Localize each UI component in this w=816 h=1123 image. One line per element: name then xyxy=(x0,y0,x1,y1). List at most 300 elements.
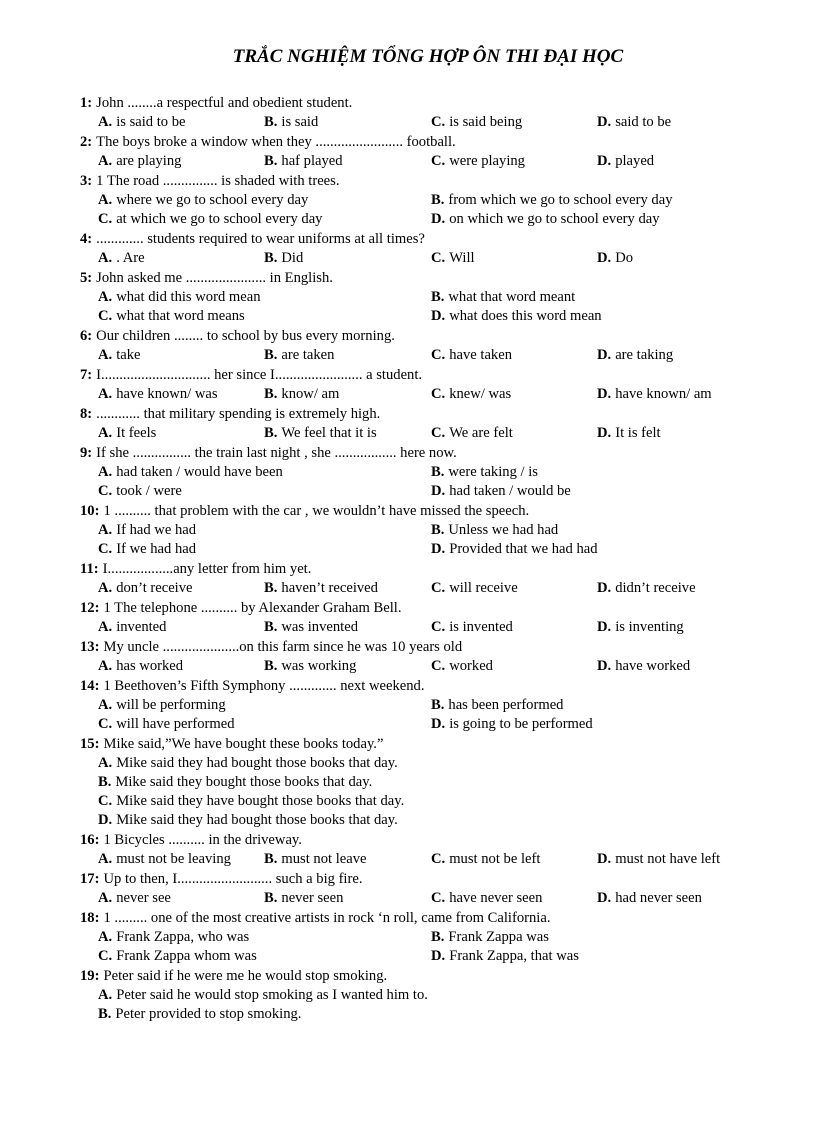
answer-option-c[interactable] xyxy=(98,792,404,811)
option-text: are taking xyxy=(615,347,674,363)
answer-option-b[interactable] xyxy=(264,579,378,598)
option-text: Will xyxy=(449,250,475,266)
option-letter: D. xyxy=(597,347,612,363)
question-text xyxy=(80,230,780,249)
option-row xyxy=(80,113,780,132)
option-letter: B. xyxy=(264,658,278,674)
question-text xyxy=(80,133,780,152)
option-row xyxy=(80,210,780,229)
option-text: from which we go to school every day xyxy=(448,192,673,208)
question-number: 2: xyxy=(80,134,93,150)
option-row xyxy=(80,521,780,540)
answer-option-b[interactable] xyxy=(431,191,673,210)
option-text: Frank Zappa was xyxy=(448,929,549,945)
answer-option-c[interactable] xyxy=(431,152,525,171)
question-text xyxy=(80,94,780,113)
question-stem: Mike said,”We have bought these books today.” xyxy=(103,736,384,752)
answer-option-a[interactable] xyxy=(98,346,141,365)
option-letter: D. xyxy=(597,114,612,130)
question-number: 8: xyxy=(80,406,93,422)
option-letter: C. xyxy=(431,425,446,441)
question-block xyxy=(80,638,780,676)
option-row xyxy=(80,288,780,307)
option-text: has been performed xyxy=(448,697,564,713)
option-letter: A. xyxy=(98,153,113,169)
option-row xyxy=(80,696,780,715)
question-number: 12: xyxy=(80,600,100,616)
option-letter: A. xyxy=(98,250,113,266)
question-block xyxy=(80,230,780,268)
option-letter: D. xyxy=(98,812,113,828)
option-letter: D. xyxy=(431,483,446,499)
option-letter: B. xyxy=(431,522,445,538)
question-text xyxy=(80,327,780,346)
answer-option-d[interactable] xyxy=(597,346,673,365)
option-letter: C. xyxy=(431,619,446,635)
option-text: are taken xyxy=(281,347,335,363)
question-text xyxy=(80,870,780,889)
answer-option-a[interactable] xyxy=(98,754,398,773)
option-letter: A. xyxy=(98,658,113,674)
question-block xyxy=(80,133,780,171)
question-text xyxy=(80,269,780,288)
option-text: has worked xyxy=(116,658,184,674)
option-text: haf played xyxy=(281,153,343,169)
answer-option-b[interactable] xyxy=(264,346,334,365)
answer-option-c[interactable] xyxy=(431,346,512,365)
option-row xyxy=(80,540,780,559)
option-letter: C. xyxy=(98,716,113,732)
question-block xyxy=(80,172,780,229)
question-stem: 1 The road ............... is shaded with trees. xyxy=(96,173,340,189)
question-block xyxy=(80,909,780,966)
answer-option-a[interactable] xyxy=(98,191,308,210)
question-number: 4: xyxy=(80,231,93,247)
option-row xyxy=(80,850,780,869)
option-text: said to be xyxy=(615,114,672,130)
question-stem: Our children ........ to school by bus every morning. xyxy=(96,328,395,344)
option-text: will have performed xyxy=(116,716,235,732)
option-text: played xyxy=(615,153,655,169)
option-row xyxy=(80,424,780,443)
option-text: We are felt xyxy=(449,425,513,441)
option-letter: D. xyxy=(597,619,612,635)
option-letter: A. xyxy=(98,755,113,771)
question-text xyxy=(80,735,780,754)
option-letter: D. xyxy=(597,386,612,402)
answer-option-a[interactable] xyxy=(98,249,145,268)
question-number: 1: xyxy=(80,95,93,111)
option-letter: B. xyxy=(264,386,278,402)
question-number: 11: xyxy=(80,561,99,577)
option-letter: B. xyxy=(431,464,445,480)
question-text xyxy=(80,909,780,928)
answer-option-b[interactable] xyxy=(264,618,358,637)
option-letter: B. xyxy=(98,1006,112,1022)
option-text: what does this word mean xyxy=(449,308,602,324)
option-text: have worked xyxy=(615,658,691,674)
option-text: Frank Zappa, who was xyxy=(116,929,250,945)
question-block xyxy=(80,502,780,559)
question-stem: If she ................ the train last night , she ................. here now. xyxy=(96,445,457,461)
option-text: must not be leaving xyxy=(116,851,231,867)
answer-option-a[interactable] xyxy=(98,579,193,598)
option-letter: C. xyxy=(431,347,446,363)
option-text: invented xyxy=(116,619,167,635)
question-number: 16: xyxy=(80,832,100,848)
option-letter: C. xyxy=(431,890,446,906)
option-letter: C. xyxy=(431,153,446,169)
option-text: is going to be performed xyxy=(449,716,593,732)
option-text: didn’t receive xyxy=(615,580,696,596)
option-text: worked xyxy=(449,658,493,674)
answer-option-a[interactable] xyxy=(98,521,196,540)
option-text: know/ am xyxy=(281,386,340,402)
option-letter: B. xyxy=(264,425,278,441)
answer-option-d[interactable] xyxy=(597,579,696,598)
answer-option-c[interactable] xyxy=(431,113,522,132)
option-letter: C. xyxy=(431,851,446,867)
question-block xyxy=(80,560,780,598)
answer-option-d[interactable] xyxy=(597,850,720,869)
answer-option-b[interactable] xyxy=(264,385,339,404)
question-stem: The boys broke a window when they ........................ football. xyxy=(96,134,456,150)
answer-option-c[interactable] xyxy=(98,210,322,229)
question-number: 3: xyxy=(80,173,93,189)
answer-option-d[interactable] xyxy=(597,249,633,268)
answer-option-d[interactable] xyxy=(597,152,654,171)
answer-option-b[interactable] xyxy=(264,249,303,268)
answer-option-d[interactable] xyxy=(98,811,398,830)
question-stem: Peter said if he were me he would stop smoking. xyxy=(103,968,388,984)
option-letter: B. xyxy=(264,890,278,906)
answer-option-d[interactable] xyxy=(431,210,660,229)
option-letter: A. xyxy=(98,697,113,713)
option-text: It feels xyxy=(116,425,157,441)
option-text: Frank Zappa, that was xyxy=(449,948,579,964)
option-letter: D. xyxy=(597,580,612,596)
option-letter: A. xyxy=(98,987,113,1003)
option-text: If had we had xyxy=(116,522,197,538)
option-text: Did xyxy=(281,250,304,266)
question-block xyxy=(80,870,780,908)
option-text: Mike said they bought those books that day. xyxy=(115,774,373,790)
option-text: We feel that it is xyxy=(281,425,377,441)
option-text: had taken / would be xyxy=(449,483,571,499)
answer-option-b[interactable] xyxy=(264,424,377,443)
option-letter: A. xyxy=(98,890,113,906)
question-stem: 1 .......... that problem with the car , we wouldn’t have missed the speech. xyxy=(103,503,530,519)
answer-option-b[interactable] xyxy=(264,657,356,676)
answer-option-d[interactable] xyxy=(597,889,702,908)
option-letter: A. xyxy=(98,347,113,363)
answer-option-c[interactable] xyxy=(431,657,493,676)
question-stem: My uncle .....................on this farm since he was 10 years old xyxy=(103,639,463,655)
option-letter: D. xyxy=(431,948,446,964)
answer-option-b[interactable] xyxy=(264,152,343,171)
option-text: are playing xyxy=(116,153,182,169)
option-text: is said being xyxy=(449,114,523,130)
answer-option-a[interactable] xyxy=(98,889,171,908)
option-letter: B. xyxy=(264,114,278,130)
option-text: have taken xyxy=(449,347,513,363)
question-stem: ............. students required to wear uniforms at all times? xyxy=(96,231,425,247)
question-number: 10: xyxy=(80,503,100,519)
option-text: will receive xyxy=(449,580,518,596)
answer-option-a[interactable] xyxy=(98,986,428,1005)
option-row xyxy=(80,792,780,811)
option-text: Frank Zappa whom was xyxy=(116,948,257,964)
answer-option-d[interactable] xyxy=(431,715,593,734)
option-letter: B. xyxy=(264,347,278,363)
option-text: were playing xyxy=(449,153,525,169)
option-text: what did this word mean xyxy=(116,289,261,305)
option-letter: A. xyxy=(98,425,113,441)
option-letter: A. xyxy=(98,522,113,538)
answer-option-d[interactable] xyxy=(597,113,671,132)
option-row xyxy=(80,986,780,1005)
option-text: have known/ am xyxy=(615,386,712,402)
option-text: Mike said they had bought those books that day. xyxy=(116,812,398,828)
answer-option-a[interactable] xyxy=(98,152,181,171)
question-text xyxy=(80,831,780,850)
answer-option-a[interactable] xyxy=(98,288,261,307)
question-text xyxy=(80,560,780,579)
option-text: Do xyxy=(615,250,634,266)
answer-option-a[interactable] xyxy=(98,850,231,869)
option-text: Unless we had had xyxy=(448,522,559,538)
answer-option-c[interactable] xyxy=(98,307,245,326)
question-block xyxy=(80,677,780,734)
option-letter: C. xyxy=(98,211,113,227)
answer-option-a[interactable] xyxy=(98,385,218,404)
answer-option-c[interactable] xyxy=(431,889,542,908)
option-text: Peter said he would stop smoking as I wanted him to. xyxy=(116,987,428,1003)
answer-option-c[interactable] xyxy=(431,618,513,637)
question-stem: I.............................. her since I........................ a student. xyxy=(96,367,423,383)
question-block xyxy=(80,831,780,869)
answer-option-b[interactable] xyxy=(431,463,538,482)
option-row xyxy=(80,773,780,792)
question-number: 5: xyxy=(80,270,93,286)
option-text: It is felt xyxy=(615,425,661,441)
option-text: must not have left xyxy=(615,851,721,867)
answer-option-d[interactable] xyxy=(431,482,571,501)
question-text xyxy=(80,638,780,657)
question-number: 17: xyxy=(80,871,100,887)
answer-option-c[interactable] xyxy=(98,540,196,559)
question-block xyxy=(80,405,780,443)
answer-option-a[interactable] xyxy=(98,928,249,947)
question-number: 7: xyxy=(80,367,93,383)
answer-option-b[interactable] xyxy=(431,928,549,947)
question-text xyxy=(80,366,780,385)
question-text xyxy=(80,967,780,986)
question-list xyxy=(80,94,780,1025)
option-text: haven’t received xyxy=(281,580,378,596)
option-row xyxy=(80,346,780,365)
option-letter: C. xyxy=(431,114,446,130)
answer-option-d[interactable] xyxy=(431,307,602,326)
option-text: what that word meant xyxy=(448,289,576,305)
option-letter: D. xyxy=(431,211,446,227)
option-row xyxy=(80,754,780,773)
option-letter: C. xyxy=(98,541,113,557)
question-stem: 1 The telephone .......... by Alexander Graham Bell. xyxy=(103,600,402,616)
option-text: have never seen xyxy=(449,890,543,906)
question-text xyxy=(80,405,780,424)
answer-option-c[interactable] xyxy=(431,579,518,598)
option-row xyxy=(80,307,780,326)
answer-option-a[interactable] xyxy=(98,696,226,715)
answer-option-b[interactable] xyxy=(98,1005,301,1024)
question-block xyxy=(80,366,780,404)
option-text: what that word means xyxy=(116,308,245,324)
option-letter: A. xyxy=(98,619,113,635)
option-letter: D. xyxy=(431,541,446,557)
option-letter: B. xyxy=(431,289,445,305)
answer-option-c[interactable] xyxy=(98,947,257,966)
option-text: had never seen xyxy=(615,890,702,906)
question-block xyxy=(80,967,780,1024)
question-number: 18: xyxy=(80,910,100,926)
answer-option-d[interactable] xyxy=(431,540,598,559)
option-text: will be performing xyxy=(116,697,226,713)
option-text: have known/ was xyxy=(116,386,218,402)
answer-option-c[interactable] xyxy=(431,249,475,268)
option-letter: A. xyxy=(98,289,113,305)
answer-option-c[interactable] xyxy=(431,850,540,869)
answer-option-d[interactable] xyxy=(431,947,579,966)
option-letter: A. xyxy=(98,851,113,867)
option-text: were taking / is xyxy=(448,464,538,480)
option-text: is said to be xyxy=(116,114,186,130)
option-text: knew/ was xyxy=(449,386,512,402)
answer-option-a[interactable] xyxy=(98,113,186,132)
option-row xyxy=(80,249,780,268)
option-text: must not be left xyxy=(449,851,541,867)
option-letter: C. xyxy=(98,308,113,324)
option-text: took / were xyxy=(116,483,182,499)
option-letter: A. xyxy=(98,386,113,402)
option-letter: D. xyxy=(597,658,612,674)
question-block xyxy=(80,444,780,501)
option-letter: C. xyxy=(431,250,446,266)
answer-option-b[interactable] xyxy=(431,696,563,715)
option-text: at which we go to school every day xyxy=(116,211,323,227)
option-text: take xyxy=(116,347,141,363)
option-text: never see xyxy=(116,890,171,906)
answer-option-a[interactable] xyxy=(98,463,283,482)
option-letter: D. xyxy=(431,308,446,324)
option-row xyxy=(80,618,780,637)
answer-option-a[interactable] xyxy=(98,424,156,443)
option-row xyxy=(80,657,780,676)
question-block xyxy=(80,94,780,132)
question-text xyxy=(80,172,780,191)
question-stem: John asked me ...................... in English. xyxy=(96,270,333,286)
answer-option-c[interactable] xyxy=(431,385,511,404)
answer-option-b[interactable] xyxy=(431,288,575,307)
option-text: is invented xyxy=(449,619,513,635)
option-text: Mike said they had bought those books that day. xyxy=(116,755,398,771)
answer-option-a[interactable] xyxy=(98,657,183,676)
answer-option-b[interactable] xyxy=(98,773,372,792)
answer-option-d[interactable] xyxy=(597,424,661,443)
option-row xyxy=(80,385,780,404)
answer-option-a[interactable] xyxy=(98,618,166,637)
question-number: 14: xyxy=(80,678,100,694)
option-row xyxy=(80,889,780,908)
option-row xyxy=(80,947,780,966)
answer-option-c[interactable] xyxy=(98,715,235,734)
option-text: . Are xyxy=(116,250,145,266)
question-stem: ............ that military spending is extremely high. xyxy=(96,406,381,422)
option-letter: B. xyxy=(431,929,445,945)
question-stem: 1 Bicycles .......... in the driveway. xyxy=(103,832,302,848)
page-title: TRẮC NGHIỆM TỔNG HỢP ÔN THI ĐẠI HỌC xyxy=(232,46,624,67)
option-row xyxy=(80,1005,780,1024)
option-text: was working xyxy=(281,658,357,674)
option-letter: B. xyxy=(431,697,445,713)
question-block xyxy=(80,327,780,365)
question-stem: John ........a respectful and obedient student. xyxy=(96,95,353,111)
option-text: If we had had xyxy=(116,541,197,557)
option-letter: B. xyxy=(264,851,278,867)
question-number: 9: xyxy=(80,445,93,461)
option-letter: B. xyxy=(264,250,278,266)
answer-option-b[interactable] xyxy=(431,521,558,540)
answer-option-b[interactable] xyxy=(264,850,367,869)
option-text: where we go to school every day xyxy=(116,192,309,208)
option-text: had taken / would have been xyxy=(116,464,283,480)
option-letter: D. xyxy=(597,425,612,441)
question-stem: 1 Beethoven’s Fifth Symphony ............. next weekend. xyxy=(103,678,425,694)
option-text: is inventing xyxy=(615,619,684,635)
option-row xyxy=(80,191,780,210)
option-row xyxy=(80,463,780,482)
option-row xyxy=(80,715,780,734)
answer-option-b[interactable] xyxy=(264,889,343,908)
question-number: 13: xyxy=(80,639,100,655)
question-text xyxy=(80,444,780,463)
question-stem: 1 ......... one of the most creative artists in rock ‘n roll, came from California. xyxy=(103,910,551,926)
option-letter: A. xyxy=(98,192,113,208)
option-text: Peter provided to stop smoking. xyxy=(115,1006,302,1022)
option-row xyxy=(80,579,780,598)
option-letter: C. xyxy=(98,793,113,809)
option-letter: B. xyxy=(98,774,112,790)
answer-option-c[interactable] xyxy=(431,424,513,443)
option-letter: B. xyxy=(264,153,278,169)
question-text xyxy=(80,502,780,521)
answer-option-d[interactable] xyxy=(597,385,712,404)
option-text: Provided that we had had xyxy=(449,541,598,557)
answer-option-d[interactable] xyxy=(597,657,690,676)
answer-option-b[interactable] xyxy=(264,113,318,132)
answer-option-c[interactable] xyxy=(98,482,182,501)
option-letter: A. xyxy=(98,929,113,945)
answer-option-d[interactable] xyxy=(597,618,684,637)
option-text: was invented xyxy=(281,619,358,635)
option-letter: D. xyxy=(431,716,446,732)
option-row xyxy=(80,811,780,830)
option-letter: B. xyxy=(431,192,445,208)
question-stem: I..................any letter from him yet. xyxy=(102,561,312,577)
question-text xyxy=(80,677,780,696)
option-text: never seen xyxy=(281,890,344,906)
option-letter: D. xyxy=(597,250,612,266)
